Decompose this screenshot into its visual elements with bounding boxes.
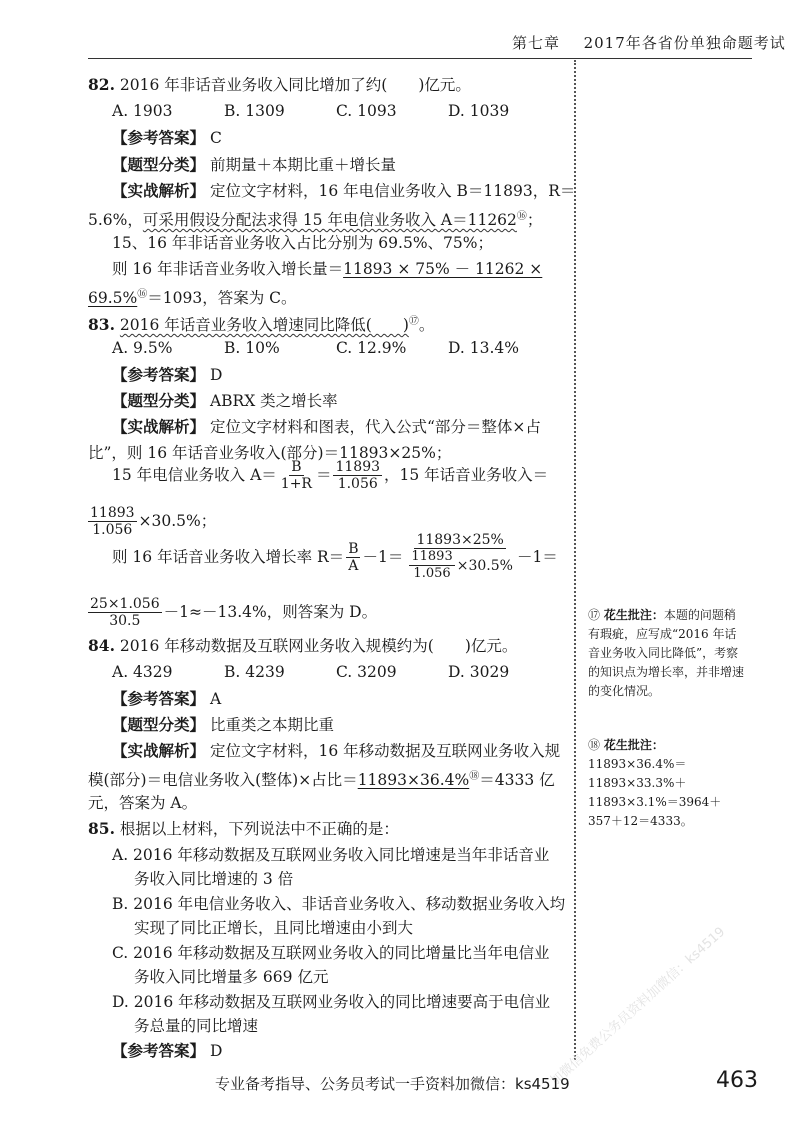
analysis-83-line5: 则 16 年话音业务收入增长率 R＝ $\frac{B}{A}$ －1＝ 11893×25% $\frac{11893}{1.056}$ ×30.5% －1＝ [112, 532, 558, 581]
question-stem: 2016 年非话音业务收入同比增加了约( )亿元。 [119, 76, 471, 94]
question-85: 85. 根据以上材料，下列说法中不正确的是： [88, 819, 399, 838]
analysis-83-line1: 【实战解析】 定位文字材料和图表，代入公式“部分＝整体×占 [112, 417, 541, 436]
analysis-83-line4: $\frac{11893}{1.056}$ ×30.5%； [90, 504, 217, 538]
option-85-d-cont: 务总量的同比增速 [134, 1017, 259, 1035]
category-83: 【题型分类】 ABRX 类之增长率 [112, 391, 338, 410]
category-84: 【题型分类】 比重类之本期比重 [112, 715, 334, 734]
chapter-title: 2017年各省份单独命题考试 [583, 34, 786, 52]
options-83: A. 9.5% B. 10% C. 12.9% D. 13.4% [112, 339, 519, 357]
analysis-83-line3: 15 年电信业务收入 A＝ $\frac{B}{1+R}$ ＝ $\frac{11893}{1.056}$ ，15 年话音业务收入＝ [112, 458, 549, 492]
margin-divider [574, 60, 576, 1060]
option-85-b-cont: 实现了同比正增长，且同比增速由小到大 [134, 919, 414, 937]
analysis-82-line4: 则 16 年非话音业务收入增长量＝11893 × 75% － 11262 × [112, 260, 543, 278]
analysis-82-line5: 69.5%⑯＝1093，答案为 C。 [88, 289, 297, 308]
analysis-83-line6: $\frac{25\times 1.056}{30.5}$ －1≈－13.4%，则答案为 D。 [90, 595, 378, 629]
fraction-growth-rate: 11893×25% $\frac{11893}{1.056}$ ×30.5% [411, 532, 513, 581]
analysis-82-line2: 5.6%，可采用假设分配法求得 15 年电信业务收入 A＝11262⑯； [88, 211, 543, 230]
answer-84: 【参考答案】 A [112, 689, 222, 708]
fraction-b-over-1r: $\frac{B}{1+R}$ [280, 458, 312, 492]
analysis-82-line1: 【实战解析】 定位文字材料，16 年电信业务收入 B＝11893，R＝ [112, 181, 576, 200]
running-header [512, 32, 786, 53]
watermark: 加微信免费公务员资料加微信：ks4519 [547, 924, 729, 1090]
category-82: 【题型分类】 前期量＋本期比重＋增长量 [112, 155, 396, 174]
fraction-b-over-a: $\frac{B}{A}$ [348, 540, 359, 574]
analysis-84-line3: 元，答案为 A。 [88, 794, 198, 812]
fraction-25x1056-over-305: $\frac{25\times 1.056}{30.5}$ [90, 595, 160, 629]
option-85-c: C. 2016 年移动数据及互联网业务收入的同比增量比当年电信业 [112, 944, 550, 962]
fraction-11893-over-1056: $\frac{11893}{1.056}$ [335, 458, 381, 492]
question-82: 82. 2016 年非话音业务收入同比增加了约( )亿元。 [88, 75, 471, 94]
analysis-82-line3: 15、16 年非话音业务收入占比分别为 69.5%、75%； [112, 234, 493, 252]
option-85-d: D. 2016 年移动数据及互联网业务收入的同比增速要高于电信业 [112, 993, 551, 1011]
options-82: A. 1903 B. 1309 C. 1093 D. 1039 [112, 102, 510, 120]
option-85-b: B. 2016 年电信业务收入、非话音业务收入、移动数据业务收入均 [112, 895, 566, 913]
analysis-84-line1: 【实战解析】 定位文字材料，16 年移动数据及互联网业务收入规 [112, 741, 561, 760]
footer-text: 专业备考指导、公务员考试一手资料加微信：ks4519 [215, 1075, 570, 1093]
answer-82: 【参考答案】 C [112, 128, 222, 147]
question-84: 84. 2016 年移动数据及互联网业务收入规模约为( )亿元。 [88, 636, 518, 655]
chapter-label: 第七章 [512, 34, 561, 52]
answer-83: 【参考答案】 D [112, 365, 223, 384]
margin-note-18: ⑱ 花生批注：11893×36.4%＝11893×33.3%＋11893×3.1%＝3964＋357＋12＝4333。 [588, 738, 722, 828]
option-85-a: A. 2016 年移动数据及互联网业务收入同比增速是当年非话音业 [112, 846, 550, 864]
options-84: A. 4329 B. 4239 C. 3209 D. 3029 [112, 663, 510, 681]
page-number: 463 [716, 1068, 758, 1093]
option-85-c-cont: 务收入同比增量多 669 亿元 [134, 968, 329, 986]
question-83: 83. 2016 年话音业务收入增速同比降低( )⑰。 [88, 315, 435, 335]
header-rule [88, 58, 752, 59]
margin-note-17: ⑰ 花生批注：本题的问题稍有瑕疵，应写成“2016 年话音业务收入同比降低”，考察的知识点为增长率，并非增速的变化情况。 [588, 608, 745, 698]
analysis-83-line2: 比”，则 16 年话音业务收入(部分)＝11893×25%； [88, 444, 452, 462]
option-85-a-cont: 务收入同比增速的 3 倍 [134, 870, 294, 888]
fraction-11893-over-1056-b: $\frac{11893}{1.056}$ [90, 504, 135, 538]
analysis-84-line2: 模(部分)＝电信业务收入(整体)×占比＝11893×36.4%⑱＝4333 亿 [88, 771, 555, 790]
answer-85: 【参考答案】 D [112, 1041, 223, 1060]
